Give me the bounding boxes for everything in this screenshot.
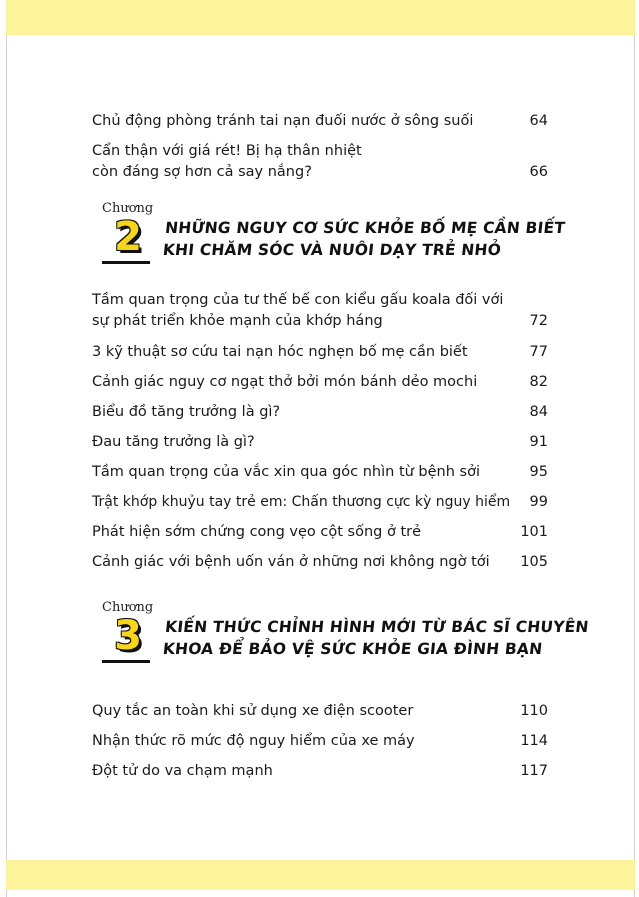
toc-entry-page: 114 <box>520 733 548 749</box>
toc-entry[interactable] <box>92 372 548 393</box>
chapter-heading: KIẾN THỨC CHỈNH HÌNH MỚI TỪ BÁC SĨ CHUYÊN KHOA ĐỂ BẢO VỆ SỨC KHỎE GIA ĐÌNH BẠN <box>161 618 590 658</box>
toc-entry-page: 105 <box>520 554 548 570</box>
chapter-number: 2 <box>114 214 142 260</box>
chapter-3-header <box>100 600 590 680</box>
toc-entry-page: 110 <box>520 703 548 719</box>
toc-entry[interactable] <box>92 761 548 782</box>
toc-entry-page: 64 <box>529 113 548 129</box>
toc-entry-title: Cẩn thận với giá rét! Bị hạ thân nhiệt còn đáng sợ hơn cả say nắng? <box>92 143 362 180</box>
toc-entry-title: Trật khớp khuỷu tay trẻ em: Chấn thương cực kỳ nguy hiểm <box>92 494 511 510</box>
toc-entry[interactable] <box>92 111 548 132</box>
toc-entry[interactable] <box>92 290 548 332</box>
chapter-label: Chương <box>102 201 154 216</box>
chapter-number-underline <box>102 261 150 264</box>
toc-entry-page: 82 <box>529 374 548 390</box>
toc-entry-title: Tầm quan trọng của vắc xin qua góc nhìn từ bệnh sởi <box>92 464 480 480</box>
toc-entry-title: Đau tăng trưởng là gì? <box>92 434 255 450</box>
toc-entry-page: 117 <box>520 763 548 779</box>
chapter-2-header <box>100 201 567 281</box>
top-color-band <box>6 0 635 35</box>
chapter-number: 3 <box>114 613 142 659</box>
toc-entry-page: 101 <box>520 524 548 540</box>
toc-entry-page: 72 <box>529 313 548 329</box>
toc-entry-title: Quy tắc an toàn khi sử dụng xe điện scooter <box>92 703 414 719</box>
toc-entry[interactable] <box>92 342 548 363</box>
chapter-number-underline <box>102 660 150 663</box>
toc-entry[interactable] <box>92 492 548 513</box>
toc-entry-page: 95 <box>529 464 548 480</box>
toc-entry-page: 84 <box>529 404 548 420</box>
toc-entry[interactable] <box>92 731 548 752</box>
toc-entry[interactable] <box>92 141 548 183</box>
toc-entry-title: Nhận thức rõ mức độ nguy hiểm của xe máy <box>92 733 415 749</box>
toc-entry-title: 3 kỹ thuật sơ cứu tai nạn hóc nghẹn bố mẹ cần biết <box>92 344 468 360</box>
chapter-label: Chương <box>102 600 154 615</box>
toc-entry-title: Biểu đồ tăng trưởng là gì? <box>92 404 281 420</box>
toc-entry[interactable] <box>92 522 548 543</box>
toc-entry-title: Đột tử do va chạm mạnh <box>92 763 273 779</box>
toc-entry-title: Chủ động phòng tránh tai nạn đuối nước ở sông suối <box>92 113 474 129</box>
toc-entry-page: 66 <box>529 164 548 180</box>
toc-entry[interactable] <box>92 432 548 453</box>
bottom-color-band <box>6 860 635 890</box>
toc-entry[interactable] <box>92 701 548 722</box>
toc-entry-title: Tầm quan trọng của tư thế bế con kiểu gấu koala đối với sự phát triển khỏe mạnh của khớp háng <box>92 292 504 329</box>
toc-entry-page: 77 <box>529 344 548 360</box>
toc-entry[interactable] <box>92 402 548 423</box>
toc-entry-title: Cảnh giác với bệnh uốn ván ở những nơi không ngờ tới <box>92 554 490 570</box>
toc-entry-title: Phát hiện sớm chứng cong vẹo cột sống ở trẻ <box>92 524 422 540</box>
toc-entry-page: 91 <box>529 434 548 450</box>
chapter-heading: NHỮNG NGUY CƠ SỨC KHỎE BỐ MẸ CẦN BIẾT KHI CHĂM SÓC VÀ NUÔI DẠY TRẺ NHỎ <box>161 219 567 259</box>
toc-entry[interactable] <box>92 462 548 483</box>
toc-entry[interactable] <box>92 552 548 573</box>
toc-entry-title: Cảnh giác nguy cơ ngạt thở bởi món bánh dẻo mochi <box>92 374 478 390</box>
toc-entry-page: 99 <box>529 494 548 510</box>
